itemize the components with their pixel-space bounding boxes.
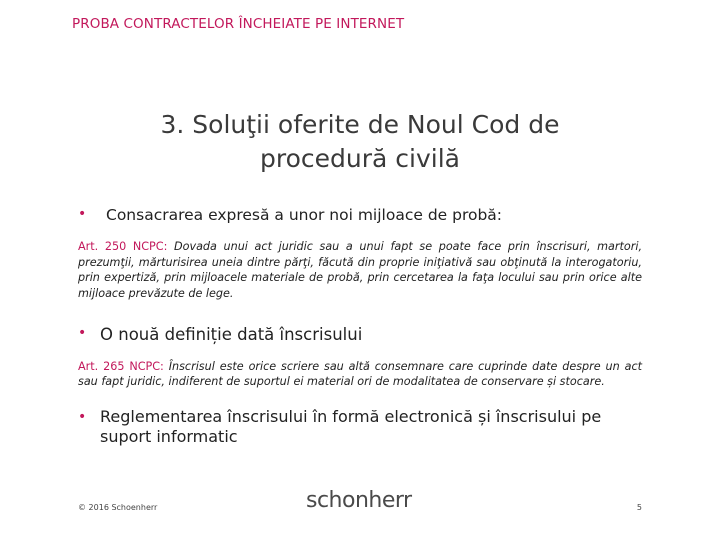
bullet-text: O nouă definiție dată înscrisului [100,325,363,344]
schonherr-logo: schonherr [306,488,412,513]
bullet-text: Reglementarea înscrisului în formă electronică și înscrisului pe suport informatic [100,407,602,446]
article-text: Înscrisul este orice scriere sau altă consemnare care cuprinde date despre un act sau fapt juridic, indiferent de suportul ei material ori de modalitatea de conservare și stocare. [78,360,642,388]
page-number: 5 [636,503,642,512]
article-reference: Art. 265 NCPC: [78,360,164,373]
bullet-marker: • [78,206,87,222]
bullet-new-evidence [78,206,502,224]
article-250-quote [78,239,642,301]
presentation-header: PROBA CONTRACTELOR ÎNCHEIATE PE INTERNET [72,16,405,32]
bullet-text: Consacrarea expresă a unor noi mijloace de probă: [106,206,503,224]
bullet-marker: • [78,409,87,425]
article-265-quote [78,360,642,389]
article-reference: Art. 250 NCPC: [78,240,168,253]
bullet-electronic-document [78,407,648,447]
bullet-new-definition [78,325,362,344]
slide-title: 3. Soluţii oferite de Noul Cod de procedură civilă [160,110,560,173]
copyright-notice: © 2016 Schoenherr [78,503,158,512]
article-text: Dovada unui act juridic sau a unui fapt se poate face prin înscrisuri, martori, prezumţii, mărturisirea uneia dintre părţi, făcută din proprie iniţiativă sau obţinută la interogatoriu, prin expertiză, prin mijloacele materiale de probă, prin cercetarea la faţa locului sau prin orice alte mijloace prevăzute de lege. [78,240,643,300]
bullet-marker: • [78,325,87,341]
